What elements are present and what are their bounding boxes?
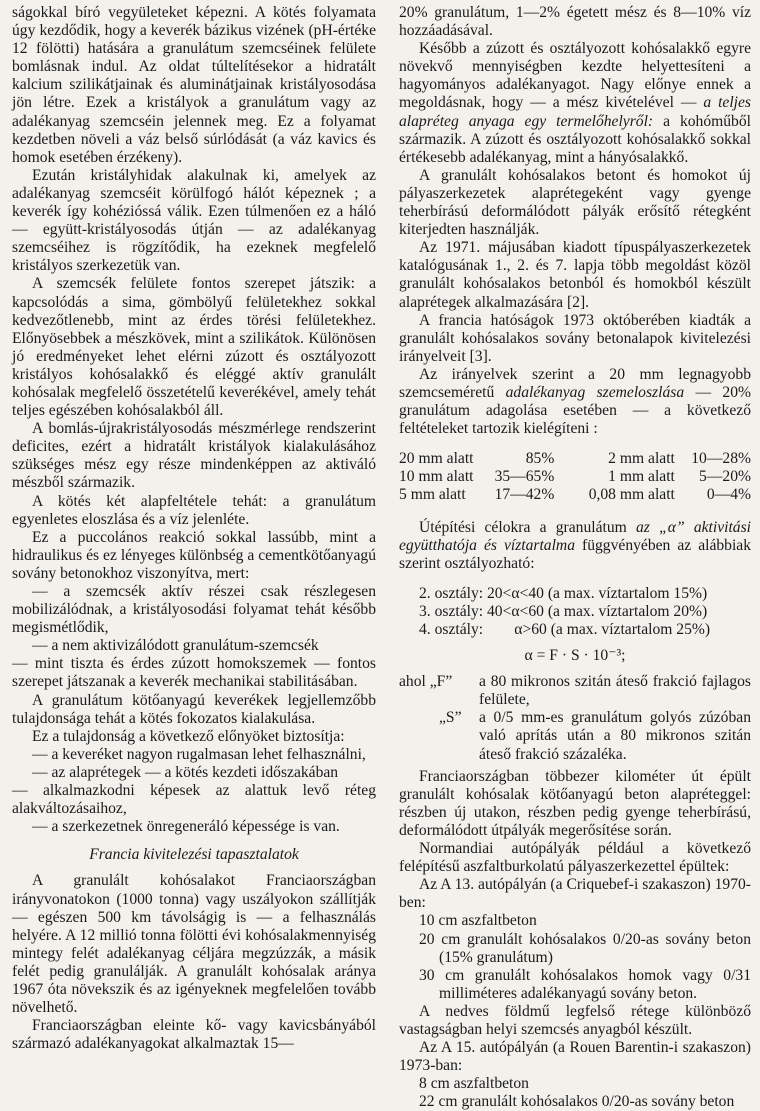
sieve-label: 20 mm alatt [399, 450, 474, 468]
paragraph: A nedves földmű legfelső rétege különböző vastagságban helyi szemcsés anyagból készült. [399, 1002, 751, 1038]
text-run: — 20% granulátum adagolása esetében — a következő feltételeket tartozik kielégíteni : [399, 383, 751, 438]
paragraph: Az A 13. autópályán (a Criquebef-i szakaszon) 1970-ben: [399, 876, 751, 912]
paragraph: Franciaországban eleinte kő- vagy kavicsbányából származó adalékanyagokat alkalmaztak 15— [12, 1017, 376, 1053]
paragraph: A kötés két alapfeltétele tehát: a granulátum egyenletes eloszlása és a víz jelenléte. [12, 492, 376, 528]
class-item: 2. osztály: 20<α<40 (a max. víztartalom 15%) [419, 584, 708, 602]
grading-value: 10—28% [691, 450, 751, 468]
emphasis: a teljes alapréteg anyaga egy termelőhelyről: [399, 94, 752, 130]
paragraph: A granulátum kötőanyagú keverékek legjellemzőbb tulajdonsága tehát a kötés fokozatos kialakulása. [12, 691, 376, 727]
paragraph: A szemcsék felülete fontos szerepet játszik: a kapcsolódás a sima, gömbölyű felületekhez sokkal kedvezőtlenebb, mint az érdes törési felületekhez. Előnyösebbek a mészkövek, mint a szilikátok. Különösen jó eredményeket lehet elérni zúzott és osztályozott kristályos kohósalakkő és eléggé aktív granulált kohósalak megfelelő összetételű keverékével, amely tehát teljes egészében kohósalakból áll. [12, 275, 376, 420]
layer-item: 8 cm aszfaltbeton [419, 1075, 529, 1093]
text-run: függvényében az alábbiak szerint osztályozható: [399, 536, 752, 572]
dash-item-continued: — alkalmazkodni képesek az alattuk levő réteg alakváltozásaihoz, [12, 782, 376, 818]
class-item: 4. osztály: α>60 (a max. víztartalom 25%) [419, 621, 711, 638]
emphasis: adalékanyag szemeloszlása [505, 383, 685, 401]
paragraph: Az 1971. májusában kiadott típuspályaszerkezetek katalógusának 1., 2. és 7. lapja több megoldást közöl granulált kohósalakos betonból és homokból készült alaprétegek alkalmazására [2]. [399, 239, 751, 311]
grading-row [399, 450, 751, 468]
dash-item-continued: — mint tiszta és érdes zúzott homokszemek — fontos szerepet játszanak a keverék mechanikai stabilitásában. [12, 655, 376, 691]
layer-item: 30 cm granulált kohósalakos homok vagy 0/31 milliméteres adalékanyagú sovány beton. [419, 966, 751, 1002]
paragraph: Ez a puccolános reakció sokkal lassúbb, mint a hidraulikus és ez lényeges különbség a cementkötőanyagú sovány betonokhoz viszonyítva, mert: [12, 528, 376, 582]
sieve-label: 1 mm alatt [608, 468, 675, 486]
paragraph: Franciaországban többezer kilométer út épült granulált kohósalak kötőanyagú beton alapréteggel: részben új utakon, részben pedig gyenge teherbírású, deformálódott útpályák megerősítése során. [399, 767, 751, 839]
layer-item: 22 cm granulált kohósalakos 0/20-as sovány beton [419, 1093, 735, 1111]
definitions [399, 673, 751, 763]
dash-item: — a szerkezetnek önregeneráló képessége is van. [32, 818, 340, 836]
class-list [399, 585, 751, 639]
grading-value: 35—65% [494, 468, 555, 486]
paragraph: A bomlás-újrakristályosodás mészmérlege rendszerint deficites, ezért a hidratált kristályok kialakulásához szükséges mész egy része mindenképpen az aktiváló mészből származik. [12, 420, 376, 492]
paragraph: A granulált kohósalakot Franciaországban irányvonatokon (1000 tonna) vagy uszályokon szállítják — egészen 500 km távolságig is — a felhasználás helyére. A 12 millió tonna fölötti évi kohósalakmennyiség mintegy felét adalékanyag céljára megzúzzák, a másik felét pedig granulálják. A granulált kohósalak aránya 1967 óta növekszik és az igényeknek megfelelően tovább növelhető. [12, 872, 376, 1017]
text-run: Útépítési célokra a granulátum [419, 518, 627, 536]
class-item: 3. osztály: 40<α<60 (a max. víztartalom 20%) [419, 602, 708, 620]
dash-item: — a szemcsék aktív részei csak részlegesen mobilizálódnak, a kristályosodási folyamat tehát később megismétlődik, [12, 583, 376, 637]
definition-label: ahol „F” [399, 673, 453, 691]
dash-item: — a keveréket nagyon rugalmasan lehet felhasználni, [32, 745, 366, 763]
grading-value: 85% [525, 450, 555, 468]
dash-item: — a nem aktivizálódott granulátum-szemcsék [32, 637, 319, 655]
paragraph: A francia hatóságok 1973 októberében kiadták a granulált kohósalakos sovány betonalapok kivitelezési irányelveit [3]. [399, 311, 751, 365]
formula: α = F · S · 10⁻³; [524, 647, 626, 665]
definition-text: a 0/5 mm-es granulátum golyós zúzóban való aprítás után a 80 mikronos szitán áteső frakció százaléka. [479, 709, 751, 763]
layer-item: 20 cm granulált kohósalakos 0/20-as sovány beton (15% granulátum) [419, 930, 751, 966]
grading-value: 5—20% [699, 468, 751, 486]
text-run: Később a zúzott és osztályozott kohósalakkő egyre növekvő mennyiségben kezdte helyettesíteni a hagyományos adalékanyagot. Nagy előnye ennek a megoldásnak, hogy — a mész kivételével — [399, 40, 751, 112]
definition-label: „S” [439, 709, 462, 727]
paragraph [399, 366, 751, 438]
sieve-label: 10 mm alatt [399, 468, 474, 486]
paragraph: Normandiai autópályák például a következő felépítésű aszfaltburkolatú pályaszerkezettel épültek: [399, 840, 751, 876]
paragraph [399, 40, 751, 167]
grading-table [399, 450, 751, 504]
paragraph: A granulált kohósalakos betont és homokot új pályaszerkezetek alaprétegeként vagy gyenge teherbírású deformálódott pályák erősítő rétegként kiterjedten használják. [399, 166, 751, 239]
grading-row [399, 468, 751, 486]
paragraph: Ez a tulajdonság a következő előnyöket biztosítja: [32, 727, 345, 745]
layer-item: 10 cm aszfaltbeton [419, 912, 537, 930]
paragraph: Az A 15. autópályán (a Rouen Barentin-i szakaszon) 1973-ban: [399, 1039, 751, 1075]
grading-value: 17—42% [494, 486, 555, 504]
right-column [399, 4, 751, 1111]
dash-item: — az alaprétegek — a kötés kezdeti időszakában [32, 763, 339, 781]
text-run: a kohóműből származik. A zúzott és osztályozott kohósalakkő sokkal értékesebb adalékanyag, mint a hányósalakkő. [399, 112, 751, 166]
emphasis: az „α” aktivitási együtthatója és víztartalma [399, 518, 751, 554]
paragraph: 20% granulátum, 1—2% égetett mész és 8—10% víz hozzáadásával. [399, 4, 751, 40]
text-run: Az irányelvek szerint a 20 mm legnagyobb szemcseméretű [399, 365, 751, 401]
sieve-label: 0,08 mm alatt [588, 486, 675, 504]
sieve-label: 2 mm alatt [608, 450, 675, 468]
definition-text: a 80 mikronos szitán áteső frakció fajlagos felülete, [479, 673, 751, 709]
left-column [12, 4, 376, 1053]
paragraph [399, 519, 751, 573]
grading-value: 0—4% [706, 486, 751, 504]
grading-row [399, 486, 751, 504]
sieve-label: 5 mm alatt [399, 486, 466, 504]
paragraph: Ezután kristályhidak alakulnak ki, amelyek az adalékanyag szemcséit körülfogó hálót képeznek ; a keverék így kohézióssá válik. Ezen túlmenően ez a háló — együtt-kristályosodás útján — az adalékanyag szemcséihez is rögzítődik, ha ezeknek megfelelő kristályos szerkezetük van. [12, 166, 376, 275]
section-heading: Francia kivitelezési tapasztalatok [89, 846, 299, 864]
paragraph: ságokkal bíró vegyületeket képezni. A kötés folyamata úgy kezdődik, hogy a keverék bázikus vizének (pH-értéke 12 fölötti) hatására a granulátum szemcséinek felülete bomlásnak indul. Az oldat túltelítésekor a hidratált kalcium szilikátjainak és aluminátjainak kristályosodása jön létre. Ezek a kristályok a granulátum vagy az adalékanyag szemcséin jelennek meg. Ez a folyamat kezdetben növeli a váz belső súrlódását (a váz kavics és homok esetében érzékeny). [12, 4, 376, 166]
